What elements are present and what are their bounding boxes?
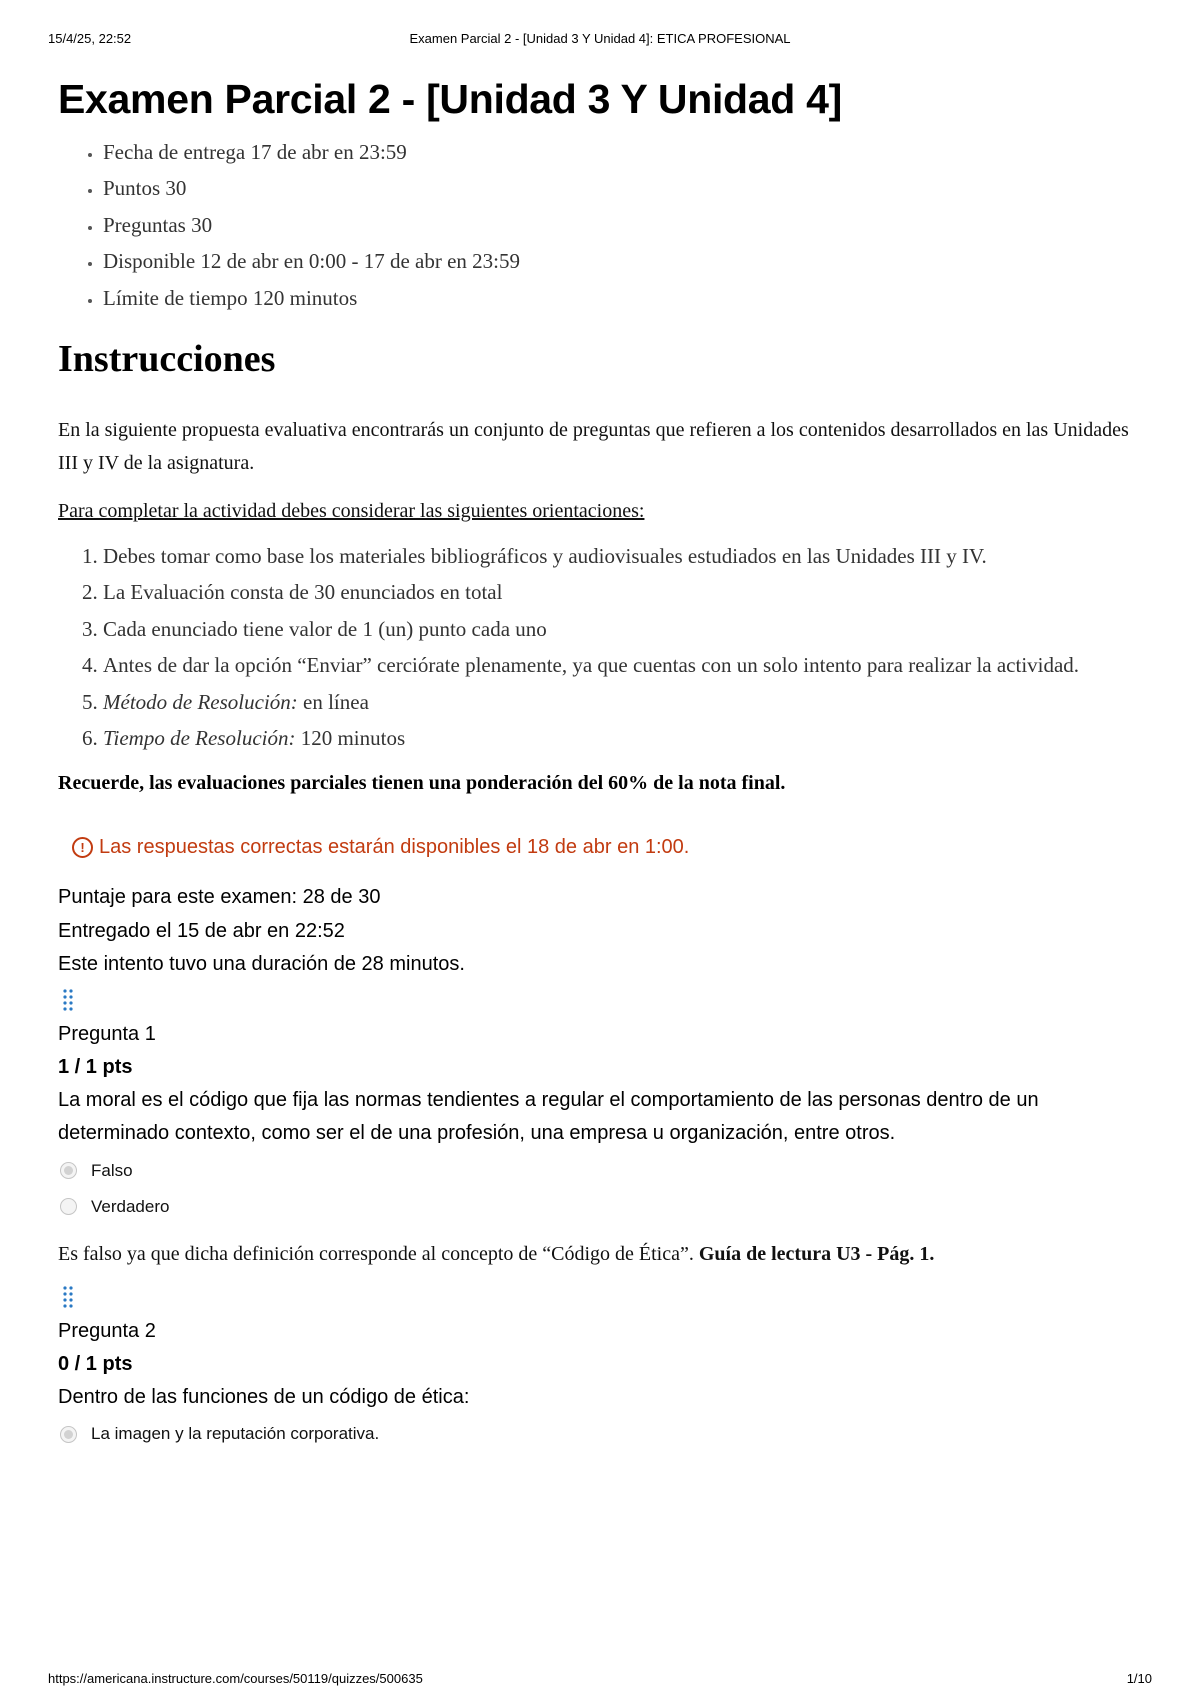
radio-button[interactable] [60,1198,77,1215]
question-1 [58,988,1148,1269]
step-label: Método de Resolución: [103,689,298,714]
print-doc-title: Examen Parcial 2 - [Unidad 3 Y Unidad 4]: ETICA PROFESIONAL [409,31,791,46]
question-points: 1 / 1 pts [58,1055,133,1078]
grade-weight-reminder: Recuerde, las evaluaciones parciales tienen una ponderación del 60% de la nota final. [58,772,786,795]
question-2 [58,1285,1148,1453]
step-item [103,720,1148,756]
answer-label: La imagen y la reputación corporativa. [91,1424,380,1444]
info-icon: ! [72,837,93,858]
orientation-heading: Para completar la actividad debes considerar las siguientes orientaciones: [58,500,645,523]
print-url: https://americana.instructure.com/courses/50119/quizzes/500635 [48,1671,423,1686]
question-header: Pregunta 2 [58,1319,156,1342]
quiz-content [58,70,1148,1452]
comment-reference: Guía de lectura U3 - Pág. 1. [698,1242,935,1265]
submission-details [58,881,1148,982]
instructions-intro: En la siguiente propuesta evaluativa encontrarás un conjunto de preguntas que refieren a los contenidos desarrollados en las Unidades III y IV de la asignatura. [58,419,1129,475]
question-text: Dentro de las funciones de un código de ética: [58,1385,470,1408]
attempt-duration: Este intento tuvo una duración de 28 minutos. [58,953,465,976]
step-text: Debes tomar como base los materiales bibliográficos y audiovisuales estudiados en las Unidades III y IV. [103,544,987,569]
instruction-steps [58,538,1148,756]
answer-list [58,1153,1148,1225]
question-text: La moral es el código que fija las normas tendientes a regular el comportamiento de las personas dentro de un determinado contexto, como ser el de una profesión, una empresa u organización, entre otros. [58,1088,1039,1145]
answer-comment [58,1239,1148,1269]
print-datetime: 15/4/25, 22:52 [48,31,132,46]
submitted-at: Entregado el 15 de abr en 22:52 [58,919,345,942]
step-item [103,574,1148,610]
quiz-details-list [58,134,1148,316]
drag-handle-icon[interactable] [62,988,74,1014]
radio-button-selected[interactable] [60,1426,77,1443]
step-item [103,647,1148,683]
step-item [103,684,1148,720]
detail-due-date: • Fecha de entrega 17 de abr en 23:59 [103,134,1148,170]
step-text: en línea [297,689,369,714]
radio-button-selected[interactable] [60,1162,77,1179]
instructions-title: Instrucciones [58,338,276,381]
step-text: La Evaluación consta de 30 enunciados en total [103,580,503,605]
question-header: Pregunta 1 [58,1022,156,1045]
print-header [48,31,1152,49]
detail-time-limit: • Límite de tiempo 120 minutos [103,280,1148,316]
step-text: 120 minutos [295,726,406,751]
step-text: Cada enunciado tiene valor de 1 (un) punto cada uno [103,616,547,641]
answer-option[interactable] [58,1153,1148,1189]
answer-option[interactable] [58,1189,1148,1225]
detail-questions: • Preguntas 30 [103,207,1148,243]
answer-list [58,1416,1148,1452]
print-footer [48,1671,1152,1689]
answer-label: Falso [91,1160,133,1180]
detail-available: • Disponible 12 de abr en 0:00 - 17 de abr en 23:59 [103,243,1148,279]
drag-handle-icon[interactable] [62,1285,74,1311]
answer-option[interactable] [58,1416,1148,1452]
page-title: Examen Parcial 2 - [Unidad 3 Y Unidad 4] [58,76,842,122]
print-page-number: 1/10 [1126,1671,1152,1686]
answers-availability-notice [72,833,1148,861]
quiz-score: Puntaje para este examen: 28 de 30 [58,886,381,909]
step-item [103,611,1148,647]
comment-text: Es falso ya que dicha definición corresponde al concepto de “Código de Ética”. [58,1242,699,1265]
detail-points: • Puntos 30 [103,170,1148,206]
step-label: Tiempo de Resolución: [103,726,296,751]
step-item [103,538,1148,574]
step-text: Antes de dar la opción “Enviar” cerciórate plenamente, ya que cuentas con un solo intento para realizar la actividad. [103,653,1080,678]
answer-label: Verdadero [91,1196,170,1216]
question-points: 0 / 1 pts [58,1352,133,1375]
notice-text: Las respuestas correctas estarán disponibles el 18 de abr en 1:00. [99,836,690,859]
